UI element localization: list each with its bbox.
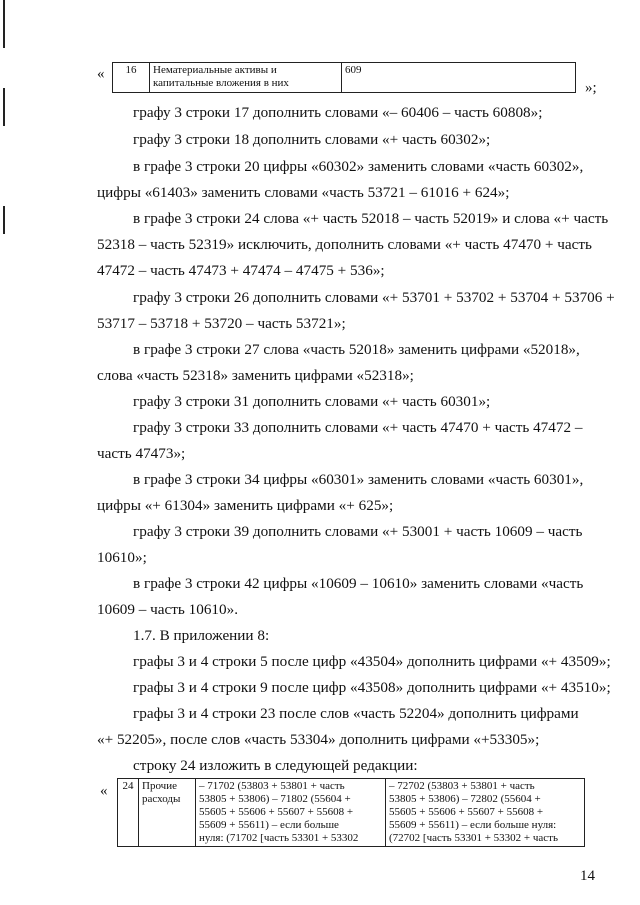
table-row-24 [117, 778, 585, 847]
open-quote: « [100, 783, 108, 799]
row-name-line1: Прочие [142, 780, 177, 792]
col3-line: – 71702 (53803 + 53801 + часть [199, 780, 345, 792]
paragraph-line: в графе 3 строки 20 цифры «60302» заменить словами «часть 60302», [133, 158, 584, 175]
row-col3 [196, 779, 386, 847]
open-quote: « [97, 66, 105, 82]
col3-line: 55605 + 55606 + 55607 + 55608 + [199, 806, 354, 818]
paragraph-line: часть 47473»; [97, 445, 186, 462]
col3-line: 55609 + 55611) – если больше [199, 819, 339, 831]
close-quote: »; [585, 80, 597, 96]
page-number: 14 [580, 868, 595, 884]
row-name [150, 63, 342, 93]
paragraph-line: 52318 – часть 52319» исключить, дополнить словами «+ часть 47470 + часть [97, 236, 592, 253]
paragraph-line: графы 3 и 4 строки 23 после слов «часть 52204» дополнить цифрами [133, 705, 579, 722]
col3-line: нуля: (71702 [часть 53301 + 53302 [199, 832, 359, 844]
row-name-line2: капитальные вложения в них [153, 77, 289, 89]
margin-mark [3, 206, 5, 234]
paragraph-line: 10609 – часть 10610». [97, 601, 238, 618]
margin-mark [3, 88, 5, 126]
table-row-16 [112, 62, 576, 93]
col4-line: 55609 + 55611) – если больше нуля: [389, 819, 557, 831]
row-value: 609 [342, 63, 576, 93]
paragraph-line: цифры «61403» заменить словами «часть 53721 – 61016 + 624»; [97, 184, 510, 201]
row-number: 24 [118, 779, 139, 847]
paragraph-line: 10610»; [97, 549, 147, 566]
row-col4 [386, 779, 585, 847]
row-name-line2: расходы [142, 793, 181, 805]
section-heading: 1.7. В приложении 8: [133, 627, 270, 644]
paragraph-line: 47472 – часть 47473 + 47474 – 47475 + 536»; [97, 262, 385, 279]
paragraph-line: графу 3 строки 39 дополнить словами «+ 53001 + часть 10609 – часть [133, 523, 583, 540]
paragraph-line: слова «часть 52318» заменить цифрами «52318»; [97, 367, 414, 384]
margin-mark [3, 0, 5, 48]
col4-line: – 72702 (53803 + 53801 + часть [389, 780, 535, 792]
row-name [139, 779, 196, 847]
paragraph-line: графы 3 и 4 строки 5 после цифр «43504» дополнить цифрами «+ 43509»; [133, 653, 611, 670]
paragraph-line: графу 3 строки 26 дополнить словами «+ 53701 + 53702 + 53704 + 53706 + [133, 289, 615, 306]
paragraph-line: 53717 – 53718 + 53720 – часть 53721»; [97, 315, 346, 332]
paragraph-line: в графе 3 строки 34 цифры «60301» заменить словами «часть 60301», [133, 471, 584, 488]
paragraph-line: графы 3 и 4 строки 9 после цифр «43508» дополнить цифрами «+ 43510»; [133, 679, 611, 696]
paragraph-line: «+ 52205», после слов «часть 53304» дополнить цифрами «+53305»; [97, 731, 540, 748]
paragraph-line: в графе 3 строки 27 слова «часть 52018» заменить цифрами «52018», [133, 341, 580, 358]
paragraph-line: графу 3 строки 33 дополнить словами «+ часть 47470 + часть 47472 – [133, 419, 583, 436]
paragraph-line: цифры «+ 61304» заменить цифрами «+ 625»; [97, 497, 394, 514]
paragraph-line: в графе 3 строки 24 слова «+ часть 52018 – часть 52019» и слова «+ часть [133, 210, 609, 227]
col4-line: 53805 + 53806) – 72802 (55604 + [389, 793, 541, 805]
row-name-line1: Нематериальные активы и [153, 64, 277, 76]
paragraph-line: в графе 3 строки 42 цифры «10609 – 10610» заменить словами «часть [133, 575, 584, 592]
col4-line: 55605 + 55606 + 55607 + 55608 + [389, 806, 544, 818]
paragraph-line: графу 3 строки 17 дополнить словами «– 60406 – часть 60808»; [133, 104, 543, 121]
row-number: 16 [113, 63, 150, 93]
paragraph-line: графу 3 строки 31 дополнить словами «+ часть 60301»; [133, 393, 491, 410]
paragraph-line: графу 3 строки 18 дополнить словами «+ часть 60302»; [133, 131, 491, 148]
paragraph-line: строку 24 изложить в следующей редакции: [133, 757, 418, 774]
col3-line: 53805 + 53806) – 71802 (55604 + [199, 793, 351, 805]
col4-line: (72702 [часть 53301 + 53302 + часть [389, 832, 558, 844]
